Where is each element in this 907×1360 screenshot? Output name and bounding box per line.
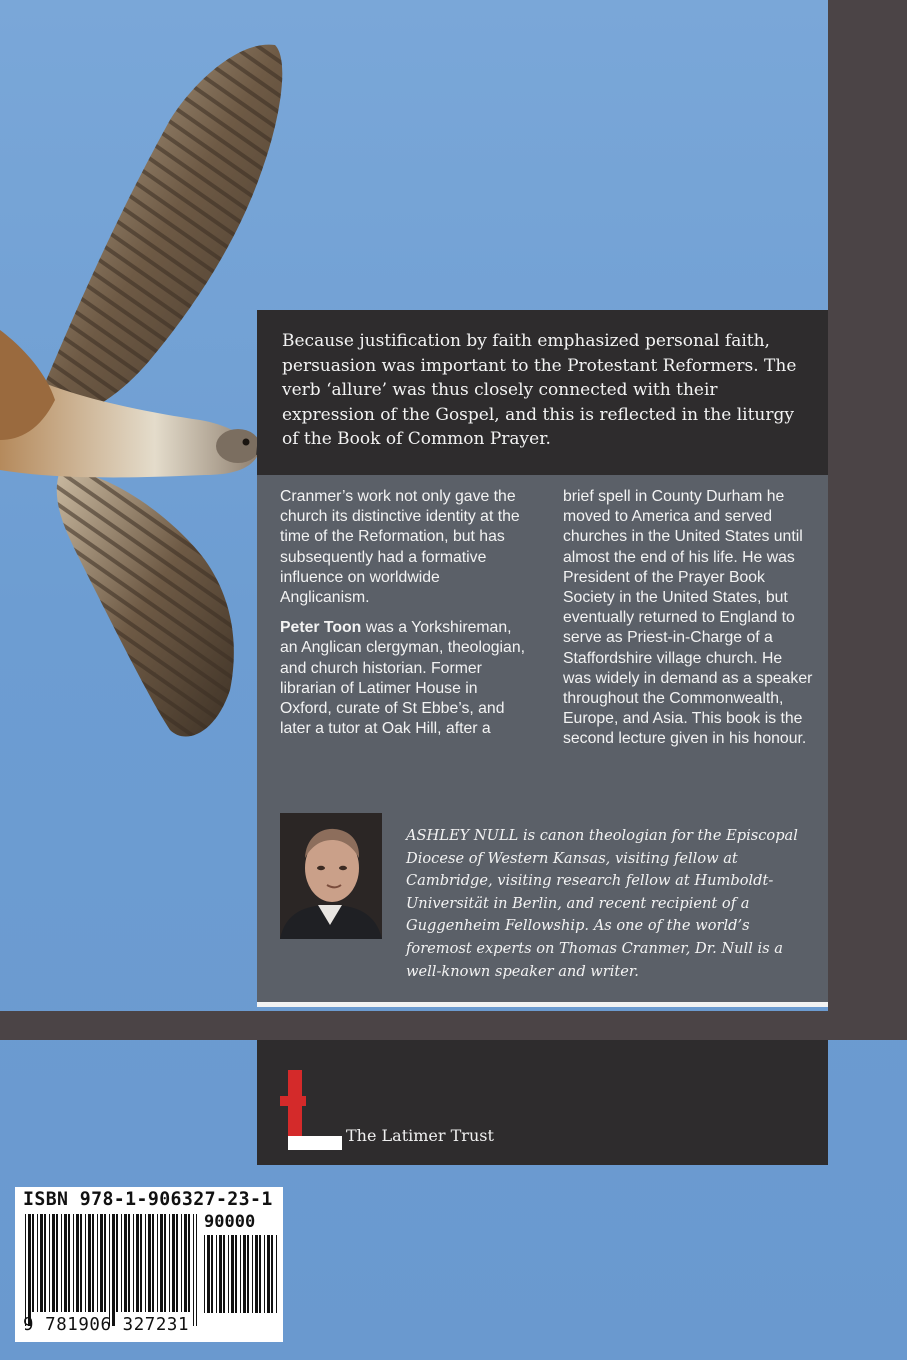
barcode-stripe: [176, 1214, 178, 1312]
barcode-stripe: [181, 1214, 182, 1312]
barcode-stripe: [243, 1235, 246, 1313]
barcode-stripe: [148, 1214, 151, 1312]
barcode-stripe: [169, 1214, 170, 1312]
divider-line: [257, 1002, 828, 1007]
barcode-stripe: [64, 1214, 67, 1312]
barcode-stripe: [56, 1214, 58, 1312]
barcode-stripe: [52, 1214, 55, 1312]
spine-bar: [828, 0, 907, 1040]
barcode-stripe: [88, 1214, 91, 1312]
barcode-stripe: [247, 1235, 249, 1313]
barcode-stripe: [124, 1214, 127, 1312]
barcode-stripe: [37, 1214, 38, 1312]
barcode-stripe: [112, 1214, 115, 1326]
barcode-stripe: [184, 1214, 187, 1312]
barcode-stripe: [109, 1214, 110, 1326]
barcode-stripe: [235, 1235, 237, 1313]
barcode-stripe: [133, 1214, 134, 1312]
barcode-stripe: [25, 1214, 26, 1326]
barcode-stripe: [121, 1214, 122, 1312]
publisher-panel: [257, 1040, 828, 1165]
barcode-stripe: [164, 1214, 166, 1312]
ean-number: 9 781906 327231: [23, 1315, 190, 1335]
dark-band: [0, 1011, 907, 1040]
barcode-stripe: [240, 1235, 241, 1313]
pull-quote: [257, 310, 828, 475]
barcode-stripe: [228, 1235, 229, 1313]
description-column-left: [280, 487, 525, 739]
barcode-stripe: [193, 1214, 194, 1326]
barcode-stripe: [116, 1214, 118, 1312]
ean-barcode-bars: [25, 1214, 197, 1326]
author-portrait: [280, 813, 382, 939]
description-column-right: [563, 487, 813, 750]
barcode-stripe: [97, 1214, 98, 1312]
description-panel: [257, 475, 828, 1002]
latimer-trust-logo-icon: [280, 1070, 342, 1150]
addon-barcode-bars: [204, 1235, 278, 1327]
barcode-stripe: [259, 1235, 261, 1313]
barcode-stripe: [100, 1214, 103, 1312]
barcode-stripe: [264, 1235, 265, 1313]
description-paragraph: Cranmer’s work not only gave the church its distinctive identity at the time of the Reformation, but has subsequently had a formative influence on worldwide Anglicanism.: [280, 488, 520, 607]
barcode-stripe: [128, 1214, 130, 1312]
barcode-stripe: [231, 1235, 234, 1313]
barcode-stripe: [160, 1214, 163, 1312]
barcode-stripe: [204, 1235, 205, 1313]
barcode-stripe: [276, 1235, 277, 1313]
barcode-stripe: [136, 1214, 139, 1312]
barcode-stripe: [80, 1214, 82, 1312]
peter-toon-name: Peter Toon: [280, 619, 362, 637]
peter-toon-continued: brief spell in County Durham he moved to America and served churches in the United States until almost the end of his life. He was President of the Prayer Book Society in the United States, but eventually returned to England to serve as Priest-in-Charge of a Staffordshire village church. He was widely in demand as a speaker throughout the Commonwealth, Europe, and Asia. This book is the second lecture given in his honour.: [563, 488, 813, 748]
barcode-stripe: [152, 1214, 154, 1312]
peter-toon-paragraph: [280, 618, 525, 739]
peter-toon-text: was a Yorkshireman, an Anglican clergyman, theologian, and church historian. Former librarian of Latimer House in Oxford, curate of St Ebbe’s, and later a tutor at Oak Hill, after a: [280, 619, 526, 738]
barcode: [15, 1187, 283, 1342]
barcode-stripe: [216, 1235, 217, 1313]
author-photo: [280, 813, 382, 939]
barcode-stripe: [44, 1214, 46, 1312]
barcode-stripe: [40, 1214, 43, 1312]
barcode-stripe: [271, 1235, 273, 1313]
barcode-stripe: [172, 1214, 175, 1312]
barcode-stripe: [73, 1214, 74, 1312]
barcode-stripe: [267, 1235, 270, 1313]
barcode-stripe: [219, 1235, 222, 1313]
barcode-stripe: [28, 1214, 31, 1326]
barcode-stripe: [92, 1214, 94, 1312]
barcode-stripe: [145, 1214, 146, 1312]
barcode-stripe: [49, 1214, 50, 1312]
barcode-stripe: [140, 1214, 142, 1312]
barcode-stripe: [196, 1214, 197, 1326]
barcode-stripe: [61, 1214, 62, 1312]
falcon-image: [0, 0, 300, 760]
publisher-name: The Latimer Trust: [346, 1126, 494, 1145]
barcode-stripe: [252, 1235, 253, 1313]
price-code: 90000: [204, 1212, 256, 1232]
barcode-stripe: [223, 1235, 225, 1313]
barcode-stripe: [188, 1214, 190, 1312]
barcode-stripe: [255, 1235, 258, 1313]
barcode-stripe: [207, 1235, 210, 1313]
barcode-stripe: [104, 1214, 106, 1312]
barcode-stripe: [85, 1214, 86, 1312]
pull-quote-text: Because justification by faith emphasized personal faith, persuasion was important to the Protestant Reformers. The verb ‘allure’ was thus closely connected with their expression of the Gospel, and this is reflected in the liturgy of the Book of Common Prayer.: [282, 331, 797, 449]
author-bio: ASHLEY NULL is canon theologian for the Episcopal Diocese of Western Kansas, visiting fellow at Cambridge, visiting research fellow at Humboldt-Universität in Berlin, and recent recipient of a Guggenheim Fellowship. As one of the world’s foremost experts on Thomas Cranmer, Dr. Null is a well-known speaker and writer.: [406, 827, 798, 980]
barcode-stripe: [76, 1214, 79, 1312]
barcode-stripe: [157, 1214, 158, 1312]
barcode-stripe: [32, 1214, 34, 1312]
barcode-stripe: [68, 1214, 70, 1312]
isbn-text: ISBN 978-1-906327-23-1: [23, 1189, 273, 1210]
barcode-stripe: [211, 1235, 213, 1313]
